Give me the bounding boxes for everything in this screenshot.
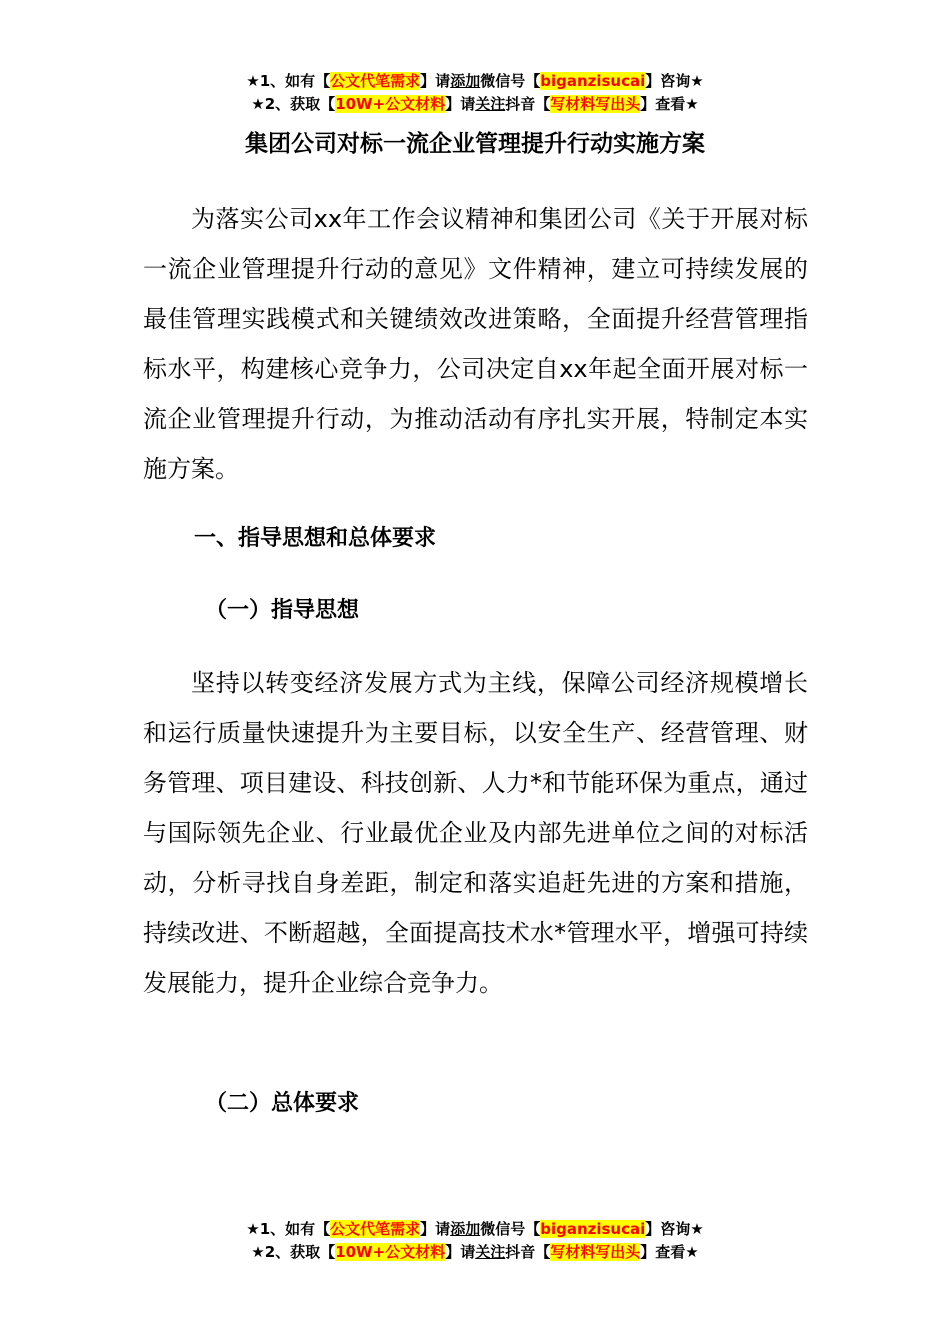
subsection-heading: （二）总体要求 (205, 1091, 360, 1116)
banner-highlight: 写材料写出头 (550, 1243, 641, 1261)
document-title: 集团公司对标一流企业管理提升行动实施方案 (245, 131, 705, 157)
banner-text: 抖音【 (505, 1243, 551, 1261)
banner-text: 】咨询★ (645, 72, 704, 90)
banner-text: 微信号【 (480, 1220, 541, 1238)
footer-banner (0, 1218, 950, 1264)
banner-underline: 关注 (475, 1243, 506, 1261)
banner-text: 】请 (445, 1243, 476, 1261)
banner-line-1 (0, 1218, 950, 1241)
section-heading: 一、指导思想和总体要求 (194, 526, 437, 551)
banner-text: 】请 (445, 95, 476, 113)
banner-text: 】查看★ (640, 1243, 699, 1261)
banner-underline: 添加 (450, 72, 481, 90)
subsection-heading: （一）指导思想 (205, 598, 360, 623)
banner-text: 】咨询★ (645, 1220, 704, 1238)
banner-text: ★2、获取【 (251, 95, 336, 113)
banner-text: ★2、获取【 (251, 1243, 336, 1261)
banner-underline: 添加 (450, 1220, 481, 1238)
banner-line-1 (0, 70, 950, 93)
banner-text: 微信号【 (480, 72, 541, 90)
banner-text: 】请 (420, 1220, 451, 1238)
banner-text: ★1、如有【 (246, 72, 331, 90)
banner-line-2 (0, 93, 950, 116)
banner-text: ★1、如有【 (246, 1220, 331, 1238)
banner-highlight: biganzisucai (540, 72, 646, 90)
banner-text: 】查看★ (640, 95, 699, 113)
body-paragraph: 坚持以转变经济发展方式为主线，保障公司经济规模增长和运行质量快速提升为主要目标，以安全生产、经营管理、财务管理、项目建设、科技创新、人力*和节能环保为重点，通过与国际领先企业、行业最优企业及内部先进单位之间的对标活动，分析寻找自身差距，制定和落实追赶先进的方案和措施，持续改进、不断超越，全面提高技术水*管理水平，增强可持续发展能力，提升企业综合竞争力。 (143, 669, 808, 997)
banner-highlight: 写材料写出头 (550, 95, 641, 113)
header-banner (0, 70, 950, 116)
banner-highlight: 公文代笔需求 (330, 1220, 421, 1238)
banner-highlight: 10W+公文材料 (335, 1243, 446, 1261)
banner-underline: 关注 (475, 95, 506, 113)
banner-text: 】请 (420, 72, 451, 90)
intro-paragraph: 为落实公司xx年工作会议精神和集团公司《关于开展对标一流企业管理提升行动的意见》文件精神，建立可持续发展的最佳管理实践模式和关键绩效改进策略，全面提升经营管理指标水平，构建核心竞争力，公司决定自xx年起全面开展对标一流企业管理提升行动，为推动活动有序扎实开展，特制定本实施方案。 (143, 205, 808, 483)
banner-highlight: 10W+公文材料 (335, 95, 446, 113)
banner-highlight: 公文代笔需求 (330, 72, 421, 90)
banner-line-2 (0, 1241, 950, 1264)
banner-highlight: biganzisucai (540, 1220, 646, 1238)
banner-text: 抖音【 (505, 95, 551, 113)
